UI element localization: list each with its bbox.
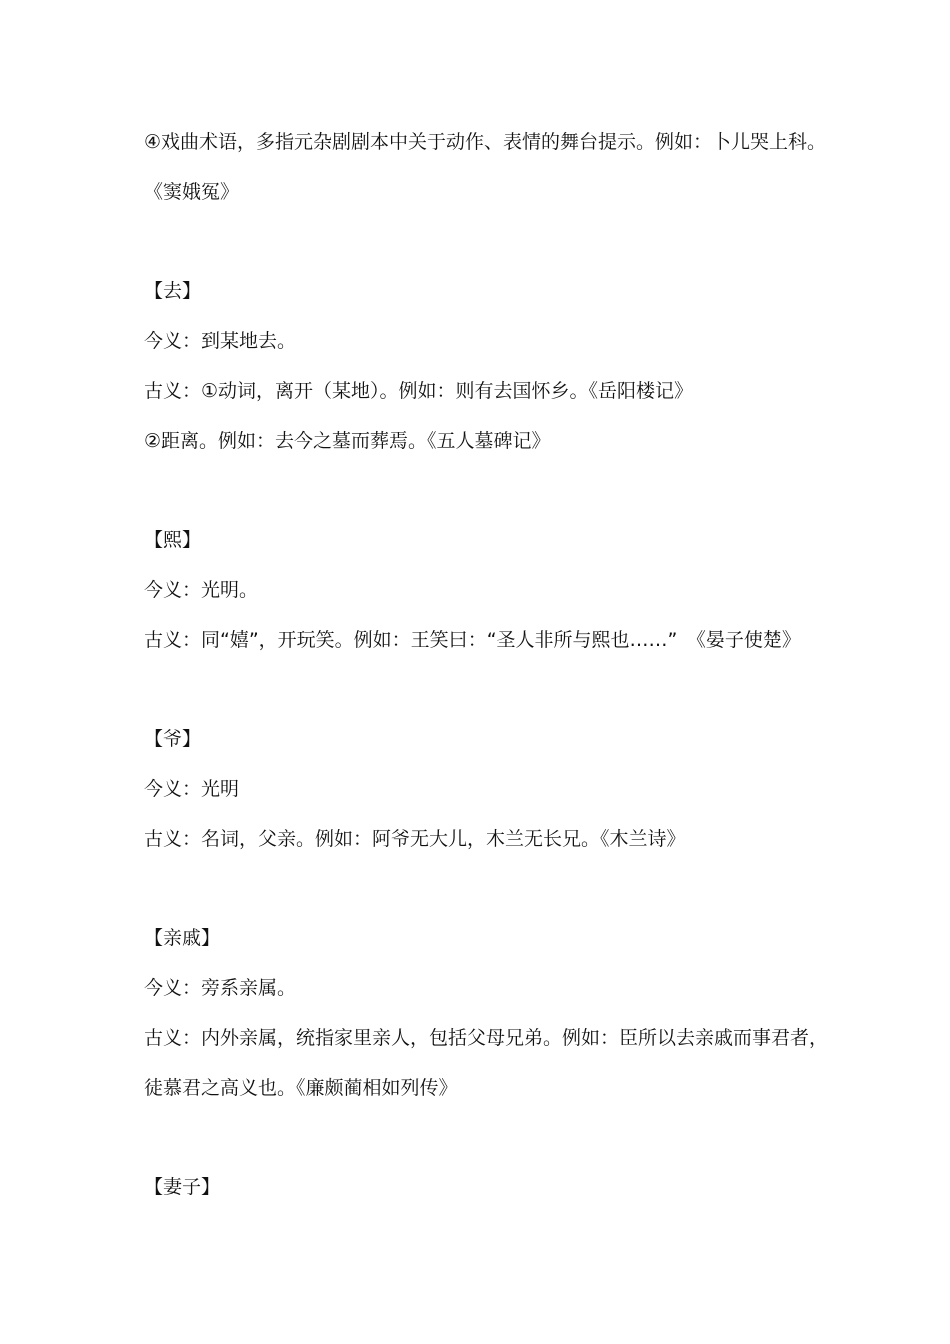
modern-meaning-line: 今义：旁系亲属。 — [144, 977, 297, 999]
entry-heading: 【熙】 — [144, 529, 202, 551]
ancient-meaning-line: ②距离。例如：去今之墓而葬焉。《五人墓碑记》 — [144, 430, 551, 452]
ancient-meaning-line: 古义：名词，父亲。例如：阿爷无大儿，木兰无长兄。《木兰诗》 — [144, 828, 686, 850]
modern-meaning-line: 今义：到某地去。 — [144, 330, 297, 352]
body-line: ④戏曲术语，多指元杂剧剧本中关于动作、表情的舞台提示。例如：卜儿哭上科。 — [144, 131, 827, 153]
entry-heading: 【去】 — [144, 280, 202, 302]
entry-heading: 【妻子】 — [144, 1176, 221, 1198]
modern-meaning-line: 今义：光明 — [144, 778, 240, 800]
entry-heading: 【亲戚】 — [144, 927, 221, 949]
ancient-meaning-line: 古义：①动词，离开（某地）。例如：则有去国怀乡。《岳阳楼记》 — [144, 380, 694, 402]
source-line: 《窦娥冤》 — [144, 181, 240, 203]
modern-meaning-line: 今义：光明。 — [144, 579, 259, 601]
ancient-meaning-line: 古义：同“嬉”，开玩笑。例如：王笑曰：“圣人非所与熙也……” 《晏子使楚》 — [144, 629, 801, 651]
ancient-meaning-line: 古义：内外亲属，统指家里亲人，包括父母兄弟。例如：臣所以去亲戚而事君者， — [144, 1027, 829, 1049]
entry-heading: 【爷】 — [144, 728, 202, 750]
ancient-meaning-line: 徒慕君之高义也。《廉颇蔺相如列传》 — [144, 1077, 458, 1099]
